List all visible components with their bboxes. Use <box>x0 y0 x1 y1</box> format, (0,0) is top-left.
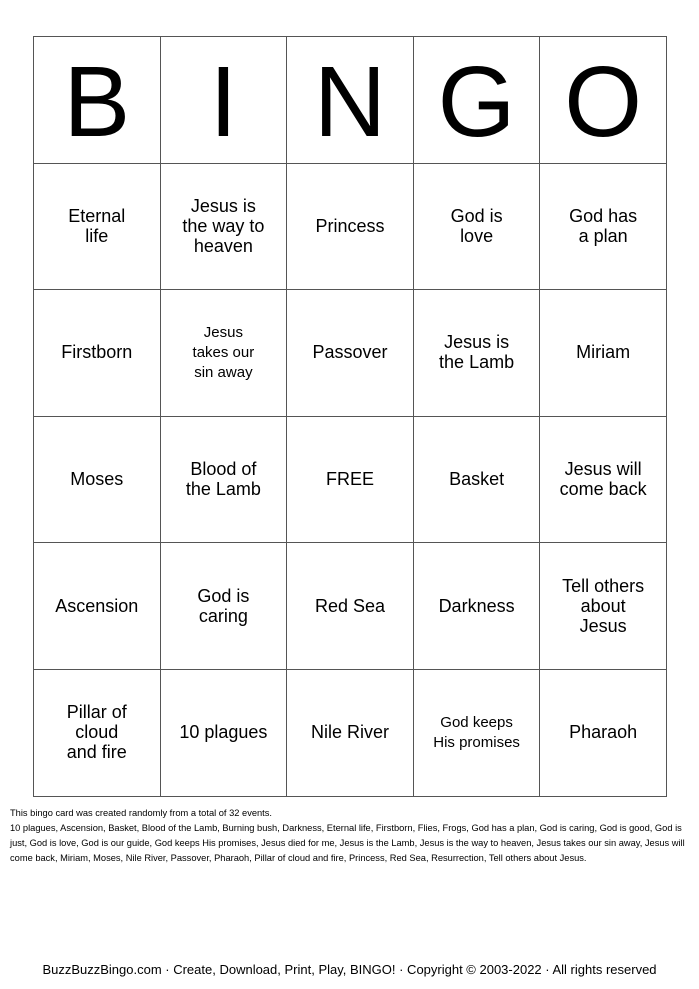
free-space-text: FREE <box>325 469 374 490</box>
cell-text: Red Sea <box>314 595 386 616</box>
header-letter-i: I <box>160 37 287 164</box>
footer-copyright: BuzzBuzzBingo.com · Create, Download, Print, Play, BINGO! · Copyright © 2003-2022 · All rights reserved <box>42 962 657 977</box>
bingo-cell <box>287 543 414 670</box>
bingo-cell <box>34 669 161 796</box>
cell-text: God has a plan <box>569 205 638 246</box>
bingo-cell <box>34 416 161 543</box>
cell-text: God keeps His promises <box>433 713 520 751</box>
info-event-list: 10 plagues, Ascension, Basket, Blood of the Lamb, Burning bush, Darkness, Eternal life, Firstborn, Flies, Frogs, God has a plan, God is caring, God is good, God is just, God is love, God is our guide, God keeps His promises, Jesus died for me, Jesus is the Lamb, Jesus is the way to heaven, Jesus takes our sin away, Jesus will come back, Miriam, Moses, Nile River, Passover, Pharaoh, Pillar of cloud and fire, Princess, Red Sea, Resurrection, Tell others about Jesus. <box>10 823 685 863</box>
cell-text: Jesus is the way to heaven <box>182 195 265 256</box>
cell-text: 10 plagues <box>179 722 268 743</box>
bingo-row-4 <box>34 543 667 670</box>
header-letter-g: G <box>413 37 540 164</box>
cell-text: Princess <box>315 215 385 236</box>
bingo-header-row <box>34 37 667 164</box>
bingo-card <box>33 36 667 797</box>
bingo-cell <box>287 290 414 417</box>
cell-text: Passover <box>312 342 388 363</box>
bingo-cell <box>540 669 667 796</box>
bingo-cell <box>160 416 287 543</box>
cell-text: Miriam <box>576 342 631 363</box>
bingo-cell <box>287 669 414 796</box>
cell-text: Ascension <box>55 595 139 616</box>
cell-text: Nile River <box>310 722 389 743</box>
bingo-cell <box>413 290 540 417</box>
bingo-cell <box>34 290 161 417</box>
bingo-cell <box>160 669 287 796</box>
cell-text: Jesus is the Lamb <box>439 332 515 373</box>
cell-text: Blood of the Lamb <box>185 459 261 500</box>
bingo-cell <box>160 290 287 417</box>
bingo-cell <box>413 669 540 796</box>
cell-text: Jesus takes our sin away <box>192 323 255 381</box>
header-letter-o: O <box>540 37 667 164</box>
info-summary: This bingo card was created randomly from a total of 32 events. <box>10 808 272 818</box>
bingo-cell <box>413 416 540 543</box>
bingo-row-2 <box>34 290 667 417</box>
bingo-row-1 <box>34 163 667 290</box>
cell-text: Basket <box>449 469 505 490</box>
bingo-cell-free <box>287 416 414 543</box>
cell-text: God is love <box>450 205 503 246</box>
header-letter-b: B <box>34 37 161 164</box>
cell-text: Jesus will come back <box>559 459 647 500</box>
cell-text: Tell others about Jesus <box>562 575 645 636</box>
cell-text: God is caring <box>197 585 250 626</box>
cell-text: Firstborn <box>61 342 133 363</box>
bingo-cell <box>287 163 414 290</box>
cell-text: Pillar of cloud and fire <box>66 702 127 763</box>
bingo-cell <box>540 290 667 417</box>
cell-text: Pharaoh <box>569 722 638 743</box>
bingo-cell <box>34 163 161 290</box>
bingo-row-3 <box>34 416 667 543</box>
bingo-cell <box>540 543 667 670</box>
bingo-cell <box>540 416 667 543</box>
header-letter-n: N <box>287 37 414 164</box>
bingo-cell <box>34 543 161 670</box>
bingo-cell <box>413 543 540 670</box>
card-info <box>10 806 690 866</box>
cell-text: Moses <box>70 469 124 490</box>
cell-text: Eternal life <box>68 205 126 246</box>
bingo-cell <box>160 543 287 670</box>
cell-text: Darkness <box>438 595 515 616</box>
bingo-row-5 <box>34 669 667 796</box>
bingo-cell <box>540 163 667 290</box>
bingo-cell <box>160 163 287 290</box>
bingo-cell <box>413 163 540 290</box>
